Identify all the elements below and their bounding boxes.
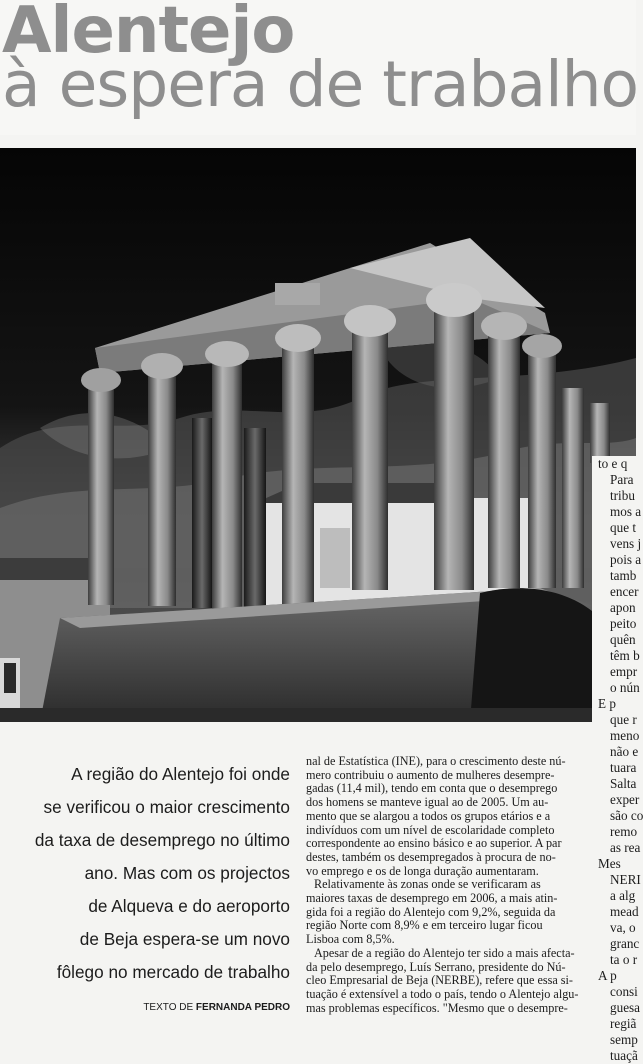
sidebar-line: o nún [610, 680, 640, 695]
lead-line: se verificou o maior crescimento [43, 797, 290, 817]
sidebar-line: semp [610, 1032, 638, 1047]
body-line: Apesar de a região do Alentejo ter sido a mais afecta- [314, 945, 575, 960]
sidebar-line: não e [610, 744, 639, 759]
body-line: vo emprego e os de longa duração aumentaram. [306, 863, 539, 878]
byline-author: FERNANDA PEDRO [195, 1002, 290, 1013]
sidebar-line: mos a [610, 504, 642, 519]
sidebar-line: tamb [610, 568, 637, 583]
sidebar-line: peito [610, 616, 637, 631]
sidebar-line: pois a [610, 552, 642, 567]
body-line: cleo Empresarial de Beja (NERBE), refere que essa si- [306, 973, 573, 988]
headline-line-1: Alentejo [2, 0, 295, 68]
sidebar-line: meno [610, 728, 640, 743]
sidebar-line: Salta [610, 776, 637, 791]
body-line: dos homens se manteve igual ao de 2005. Um au- [306, 795, 549, 810]
sidebar-line: empr [610, 664, 638, 679]
sidebar-line: tuara [610, 760, 637, 775]
sidebar-line: Para [610, 472, 634, 487]
body-line: correspondente ao ensino básico e ao superior. A par [306, 836, 562, 851]
sidebar-line: as rea [610, 840, 641, 855]
sidebar-line: exper [610, 792, 640, 807]
byline-prefix: TEXTO DE [143, 1002, 194, 1013]
adjacent-column-text [592, 456, 643, 1063]
lead-line: de Beja espera-se um novo [79, 929, 290, 949]
sidebar-line: guesa [610, 1000, 641, 1015]
sidebar-line: va, o [610, 920, 636, 935]
lead-line: de Alqueva e do aeroporto [88, 896, 290, 916]
sidebar-line: tuaçã [610, 1048, 638, 1063]
sidebar-line: quên [610, 632, 636, 647]
sidebar-line: que t [610, 520, 637, 535]
temple-photo [0, 148, 642, 722]
body-line: mero contribuiu o aumento de mulheres desempre- [306, 767, 555, 782]
sidebar-line: consi [610, 984, 638, 999]
body-line: da pelo desemprego, Luís Serrano, presidente do Nú- [306, 959, 566, 974]
article-body-column [306, 755, 580, 1024]
body-line: indivíduos com um nível de escolaridade completo [306, 822, 555, 837]
sidebar-line: apon [610, 600, 636, 615]
body-line: gida foi a região do Alentejo com 9,2%, seguida da [306, 904, 556, 919]
body-line: Relativamente às zonas onde se verificaram as [314, 877, 541, 892]
sidebar-line: remo [610, 824, 638, 839]
sidebar-line: Mes [598, 856, 621, 871]
sidebar-line: E p [598, 696, 616, 711]
sidebar-line: vens j [610, 536, 642, 551]
lead-line: da taxa de desemprego no último [34, 830, 290, 850]
body-line: maiores taxas de desemprego em 2006, a mais atin- [306, 891, 558, 906]
byline [143, 1002, 290, 1013]
roman-temple-illustration [0, 148, 642, 722]
headline-line-2: à espera de trabalho [2, 48, 639, 121]
sidebar-line: A p [598, 968, 617, 983]
body-line: destes, também os desempregados à procura de no- [306, 849, 556, 864]
body-line: tuação é extensível a todo o país, tendo o Alentejo algu- [306, 986, 579, 1001]
lead-line: fôlego no mercado de trabalho [56, 962, 290, 982]
lead-line: A região do Alentejo foi onde [71, 764, 290, 784]
sidebar-line: mead [610, 904, 639, 919]
body-line: mas problemas específicos. "Mesmo que o desempre- [306, 1000, 568, 1015]
body-line: Lisboa com 8,5%. [306, 932, 395, 947]
sidebar-line: a alg [610, 888, 636, 903]
sidebar-line: NERI [610, 872, 641, 887]
sidebar-line: regiã [610, 1016, 637, 1031]
sidebar-line: têm b [610, 648, 640, 663]
body-line: nal de Estatística (INE), para o crescimento deste nú- [306, 754, 566, 768]
headline [0, 0, 639, 135]
sidebar-line: to e q [598, 456, 628, 471]
lead-line: ano. Mas com os projectos [84, 863, 290, 883]
sidebar-line: ta o r [610, 952, 638, 967]
body-line: gadas (11,4 mil), tendo em conta que o desemprego [306, 781, 558, 796]
sidebar-line: tribu [610, 488, 635, 503]
sidebar-line: granc [610, 936, 640, 951]
sidebar-line: que r [610, 712, 637, 727]
lead-paragraph [0, 758, 290, 989]
body-line: região Norte com 8,9% e em terceiro lugar ficou [306, 918, 543, 933]
body-line: mento que se alargou a todos os grupos etários e a [306, 808, 551, 823]
sidebar-line: encer [610, 584, 639, 599]
sidebar-line: são co [610, 808, 643, 823]
